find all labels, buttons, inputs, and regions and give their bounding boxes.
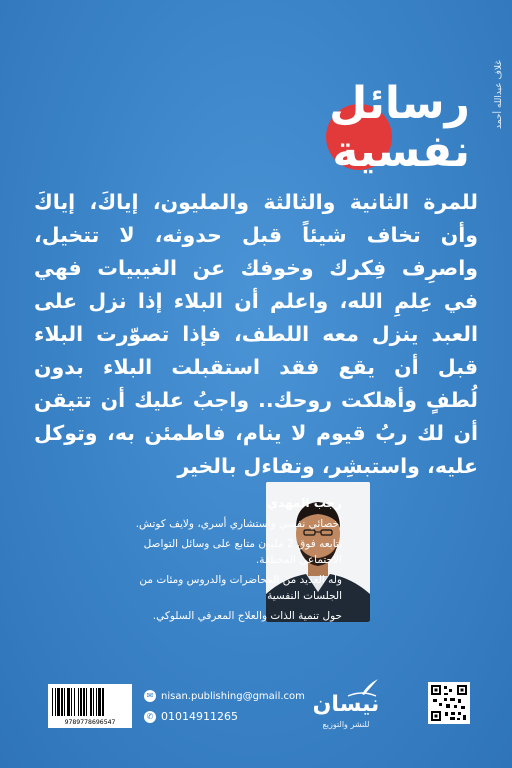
body-line: قبل أن يقع فقد استقبلت البلاء بدون xyxy=(34,355,478,379)
author-name: رجب المهدي xyxy=(267,496,342,510)
body-line: العبد ينزل معه اللطف، فإذا تصوّرت البلاء xyxy=(34,322,478,346)
phone-text: 01014911265 xyxy=(161,710,238,723)
author-bio xyxy=(98,516,342,628)
publisher-tagline: للنشر والتوزيع xyxy=(322,720,370,729)
email-text: nisan.publishing@gmail.com xyxy=(161,690,305,702)
contact-phone xyxy=(144,710,238,723)
publisher-logo xyxy=(296,678,396,734)
cover-designer-credit: غلاف عبدالله أحمد xyxy=(494,60,504,129)
body-line: واصرِف فِكرك وخوفك عن الغيبيات فهي xyxy=(34,256,478,280)
email-icon: ✉ xyxy=(144,690,156,702)
back-cover-text xyxy=(34,186,478,483)
body-line: وأن تخاف شيئاً قبل حدوثه، لا تتخيل، xyxy=(34,223,478,247)
isbn-barcode xyxy=(48,684,132,728)
publisher-name: نيسان xyxy=(312,692,380,717)
isbn-number: 9789778696547 xyxy=(64,718,116,726)
book-title xyxy=(300,78,470,188)
body-line: أن لك ربُ قيوم لا ينام، فاطمئن به، وتوكل xyxy=(34,421,478,445)
bio-paragraph: وله العديد من المحاضرات والدروس ومئات من الجلسات النفسية xyxy=(139,574,342,602)
bio-paragraph: أخصائي نفسي واستشاري أسري، ولايف كوتش. xyxy=(135,518,342,530)
whatsapp-icon: ✆ xyxy=(144,711,156,723)
body-line: عليه، واستبشِر، وتفاءل بالخير xyxy=(177,454,478,478)
bio-paragraph: حول تنمية الذات والعلاج المعرفي السلوكي. xyxy=(152,610,342,622)
title-line-2: نفسية xyxy=(332,126,470,177)
bio-paragraph: يتابعه فوق 2 مليون متابع على وسائل التواصل الاجتماعي المختلفة. xyxy=(143,538,342,566)
contact-email xyxy=(144,690,305,702)
body-line: للمرة الثانية والثالثة والمليون، إياكَ، إياكَ xyxy=(34,190,478,214)
qr-code xyxy=(428,682,470,724)
title-line-1: رسائل xyxy=(329,78,470,129)
body-line: لُطفٍ وأهلكت روحك.. واجبُ عليك أن تتيقن xyxy=(34,388,478,412)
body-line: في عِلمِ الله، واعلم أن البلاء إذا نزل على xyxy=(34,289,478,313)
back-cover-footer xyxy=(0,668,512,738)
